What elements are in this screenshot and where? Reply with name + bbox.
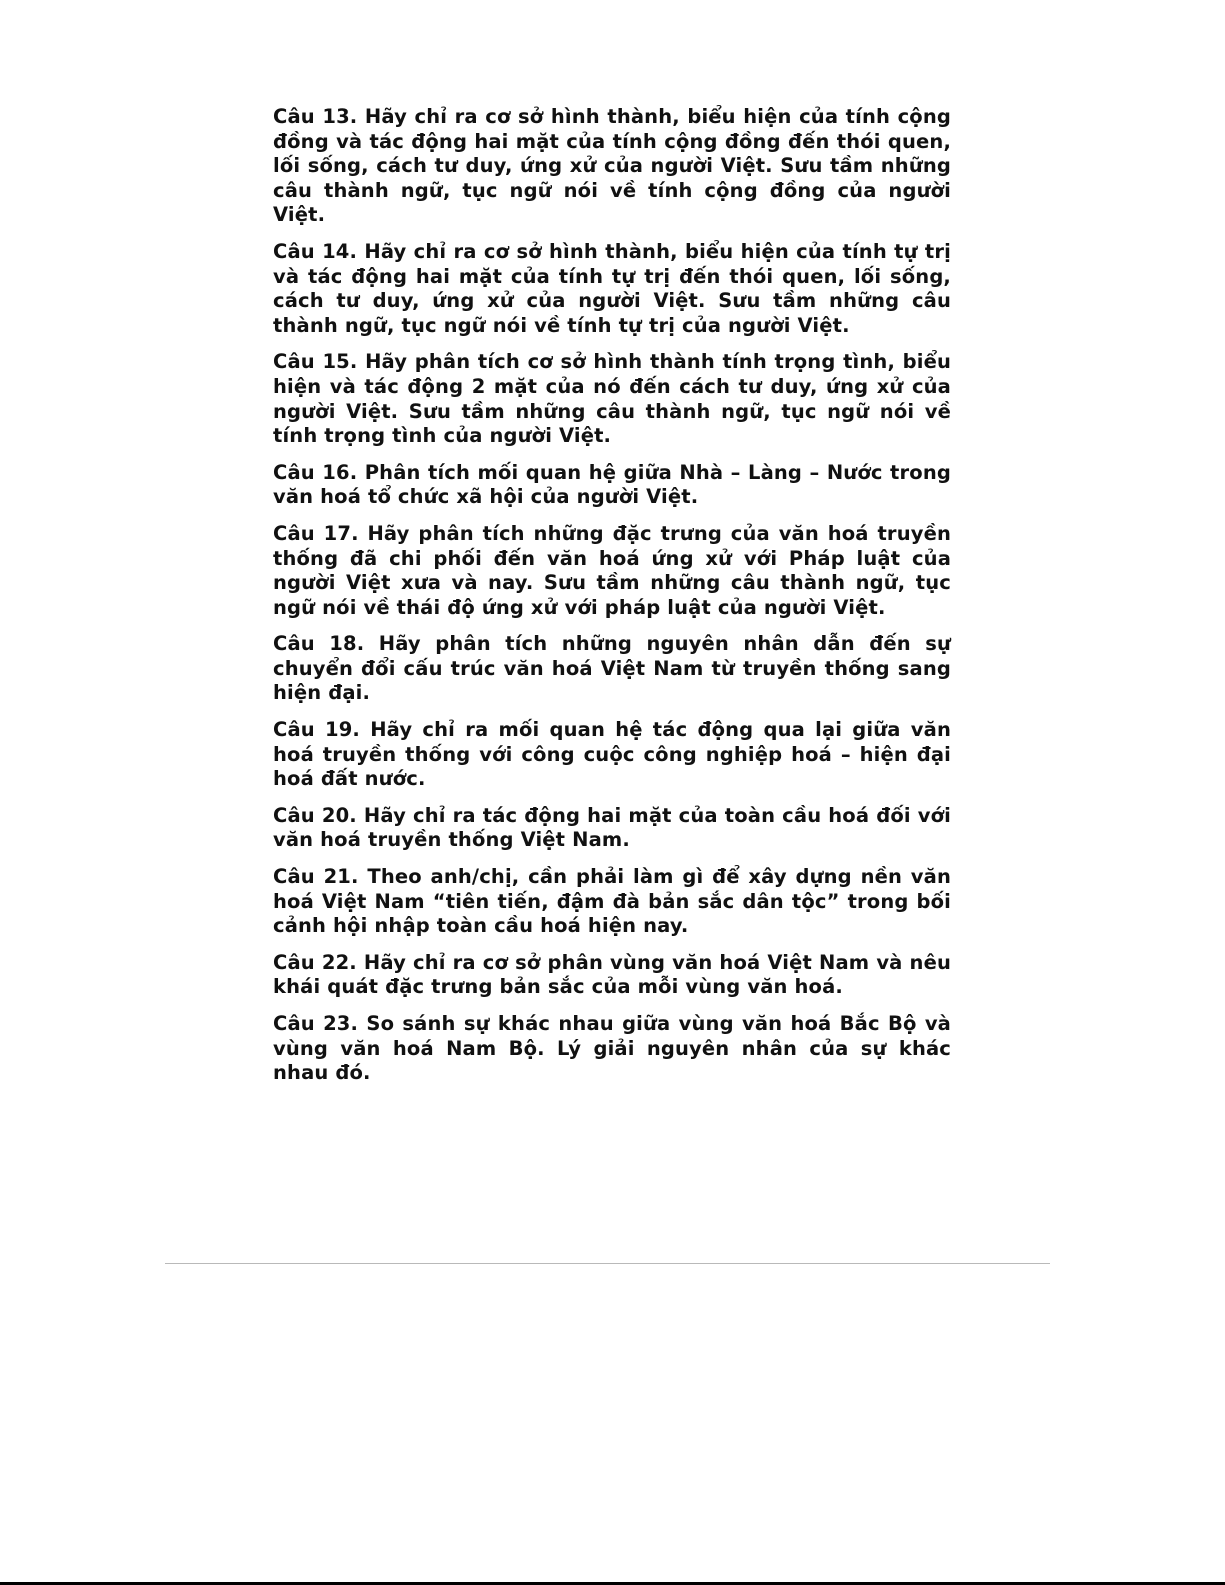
question-item: Câu 13. Hãy chỉ ra cơ sở hình thành, biểu hiện của tính cộng đồng và tác động hai mặt của tính cộng đồng đến thói quen, lối sống, cách tư duy, ứng xử của người Việt. Sưu tầm những câu thành ngữ, tục ngữ nói về tính cộng đồng của người Việt. (273, 105, 951, 227)
question-item: Câu 14. Hãy chỉ ra cơ sở hình thành, biểu hiện của tính tự trị và tác động hai mặt của tính tự trị đến thói quen, lối sống, cách tư duy, ứng xử của người Việt. Sưu tầm những câu thành ngữ, tục ngữ nói về tính tự trị của người Việt. (273, 239, 951, 337)
question-item: Câu 17. Hãy phân tích những đặc trưng của văn hoá truyền thống đã chi phối đến văn hoá ứng xử với Pháp luật của người Việt xưa và nay. Sưu tầm những câu thành ngữ, tục ngữ nói về thái độ ứng xử với pháp luật của người Việt. (273, 521, 951, 619)
question-item: Câu 21. Theo anh/chị, cần phải làm gì để xây dựng nền văn hoá Việt Nam “tiên tiến, đậm đà bản sắc dân tộc” trong bối cảnh hội nhập toàn cầu hoá hiện nay. (273, 865, 951, 938)
question-item: Câu 23. So sánh sự khác nhau giữa vùng văn hoá Bắc Bộ và vùng văn hoá Nam Bộ. Lý giải nguyên nhân của sự khác nhau đó. (273, 1012, 951, 1085)
question-item: Câu 16. Phân tích mối quan hệ giữa Nhà – Làng – Nước trong văn hoá tổ chức xã hội của người Việt. (273, 460, 951, 509)
question-item: Câu 22. Hãy chỉ ra cơ sở phân vùng văn hoá Việt Nam và nêu khái quát đặc trưng bản sắc của mỗi vùng văn hoá. (273, 950, 951, 999)
question-item: Câu 18. Hãy phân tích những nguyên nhân dẫn đến sự chuyển đổi cấu trúc văn hoá Việt Nam từ truyền thống sang hiện đại. (273, 632, 951, 705)
question-item: Câu 19. Hãy chỉ ra mối quan hệ tác động qua lại giữa văn hoá truyền thống với công cuộc công nghiệp hoá – hiện đại hoá đất nước. (273, 718, 951, 791)
question-item: Câu 15. Hãy phân tích cơ sở hình thành tính trọng tình, biểu hiện và tác động 2 mặt của nó đến cách tư duy, ứng xử của người Việt. Sưu tầm những câu thành ngữ, tục ngữ nói về tính trọng tình của người Việt. (273, 350, 951, 448)
question-item: Câu 20. Hãy chỉ ra tác động hai mặt của toàn cầu hoá đối với văn hoá truyền thống Việt Nam. (273, 803, 951, 852)
footer-divider (165, 1263, 1050, 1264)
question-list (273, 105, 951, 1098)
